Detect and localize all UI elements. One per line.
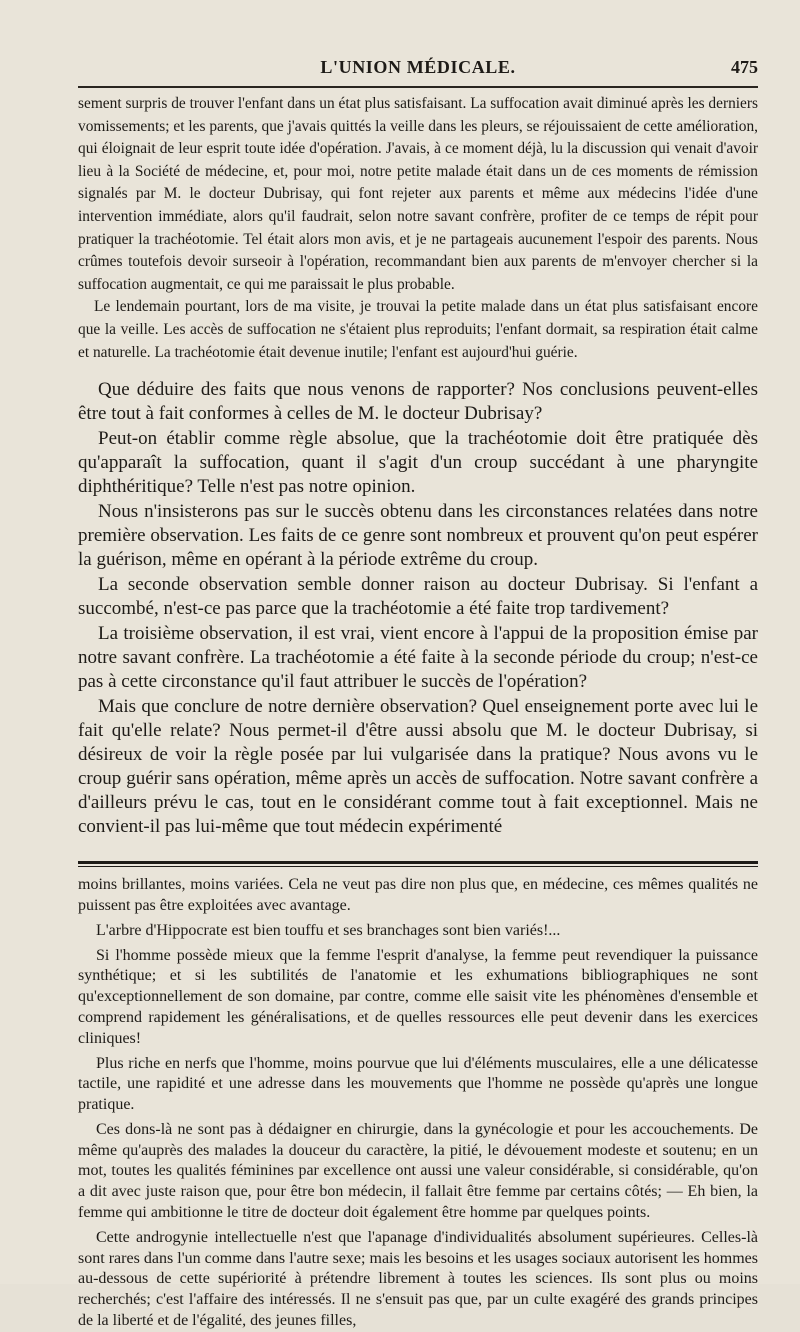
paragraph: Le lendemain pourtant, lors de ma visite, je trouvai la petite malade dans un état plus satisfaisant encore que la veille. Les accès de suffocation ne s'étaient plus reproduits; l'enfant dormait, sa respiration était calme et naturelle. La trachéotomie était devenue inutile; l'enfant est aujourd'hui guérie. [78,298,758,361]
feuilleton-text [78,875,758,1332]
page-header [78,0,758,77]
paragraph: sement surpris de trouver l'enfant dans un état plus satisfaisant. La suffocation avait diminué après les derniers vomissements; et les parents, que j'avais quittés la veille dans les pleurs, se réjouissaient de cette amélioration, qui éloignait de leur esprit toute idée d'opération. J'avais, à ce moment déjà, lu la discussion qui venait d'avoir lieu à la Société de médecine, et, pour moi, notre petite malade était dans un de ces moments de rémission signalés par M. le docteur Dubrisay, qui font rejeter aux parents et même aux médecins l'idée d'une intervention immédiate, alors qu'il faudrait, selon notre savant confrère, profiter de ce temps de répit pour pratiquer la trachéotomie. Tel était alors mon avis, et je ne partageais aucunement l'espoir des parents. Nous crûmes toutefois devoir surseoir à l'opération, recommandant bien aux parents de m'envoyer chercher si la suffocation augmentait, ce qui me paraissait le plus probable. [78,95,758,293]
paragraph: Nous n'insisterons pas sur le succès obtenu dans les circonstances relatées dans notre première observation. Les faits de ce genre sont nombreux et prouvent qu'on peut espérer la guérison, même en opérant à la période extrême du croup. [78,501,758,571]
paragraph: L'arbre d'Hippocrate est bien touffu et ses branchages sont bien variés!... [96,921,561,939]
paragraph: moins brillantes, moins variées. Cela ne veut pas dire non plus que, en médecine, ces mêmes qualités ne puissent pas être exploitées avec avantage. [78,876,758,914]
paragraph: Mais que conclure de notre dernière observation? Quel enseignement porte avec lui le fait qu'elle relate? Nous permet-il d'être aussi absolu que M. le docteur Dubrisay, si désireux de voir la règle posée par lui vulgarisée dans la pratique? Nous avons vu le croup guérir sans opération, même après un accès de suffocation. Notre savant confrère a d'ailleurs prévu le cas, tout en le considérant comme tout à fait exceptionnel. Mais ne convient-il pas lui-même que tout médecin expérimenté [78,696,758,838]
feuilleton-rule [78,861,758,864]
paragraph: La seconde observation semble donner raison au docteur Dubrisay. Si l'enfant a succombé, n'est-ce pas parce que la trachéotomie a été faite trop tardivement? [78,574,758,620]
running-title: L'UNION MÉDICALE. [320,57,516,77]
observation-text [78,93,758,364]
paragraph: Ces dons-là ne sont pas à dédaigner en chirurgie, dans la gynécologie et pour les accouchements. De même qu'auprès des malades la douceur du caractère, la pitié, le dévouement modeste et soutenu; en un mot, toutes les qualités féminines par excellence ont aussi une valeur considérable, si considérable, qu'on a dit avec juste raison que, pour être bon médecin, il fallait être femme par certains côtés; — Eh bien, la femme qui ambitionne le titre de docteur doit également être homme par quelques points. [78,1120,758,1222]
page-number: 475 [731,57,758,77]
paragraph: Que déduire des faits que nous venons de rapporter? Nos conclusions peuvent-elles être tout à fait conformes à celles de M. le docteur Dubrisay? [78,379,758,425]
feuilleton-rule-thin [78,866,758,867]
paragraph: Si l'homme possède mieux que la femme l'esprit d'analyse, la femme peut revendiquer la puissance synthétique; et si les subtilités de l'anatomie et les exhumations bibliographiques ne sont qu'exceptionnellement de son domaine, par contre, comme elle saisit vite les phénomènes d'ensemble et comprend rapidement les généralisations, et de quelles ressources elle peut devenir dans les exercices cliniques! [78,946,758,1047]
paragraph: Peut-on établir comme règle absolue, que la trachéotomie doit être pratiquée dès qu'apparaît la suffocation, quant il s'agit d'un croup succédant à une pharyngite diphthéritique? Telle n'est pas notre opinion. [78,428,758,498]
paragraph: Cette androgynie intellectuelle n'est que l'apanage d'individualités absolument supérieures. Celles-là sont rares dans l'un comme dans l'autre sexe; mais les besoins et les usages sociaux autorisent les hommes au-dessous de cette supériorité à prétendre librement à toutes les sciences. Ils sont plus ou moins recherchés; c'est l'affaire des intéressés. Il ne s'ensuit pas que, par un culte exagéré des grands principes de la liberté et de l'égalité, des jeunes filles, [78,1228,758,1330]
paragraph: Plus riche en nerfs que l'homme, moins pourvue que lui d'éléments musculaires, elle a une délicatesse tactile, une rapidité et une adresse dans les mouvements que l'homme ne possède qu'après une longue pratique. [78,1054,758,1114]
conclusions-text [78,378,758,839]
header-rule [78,86,758,88]
paragraph: La troisième observation, il est vrai, vient encore à l'appui de la proposition émise par notre savant confrère. La trachéotomie a été faite à la seconde période du croup; n'est-ce pas à cette circonstance qu'il faut attribuer le succès de l'opération? [78,623,758,693]
